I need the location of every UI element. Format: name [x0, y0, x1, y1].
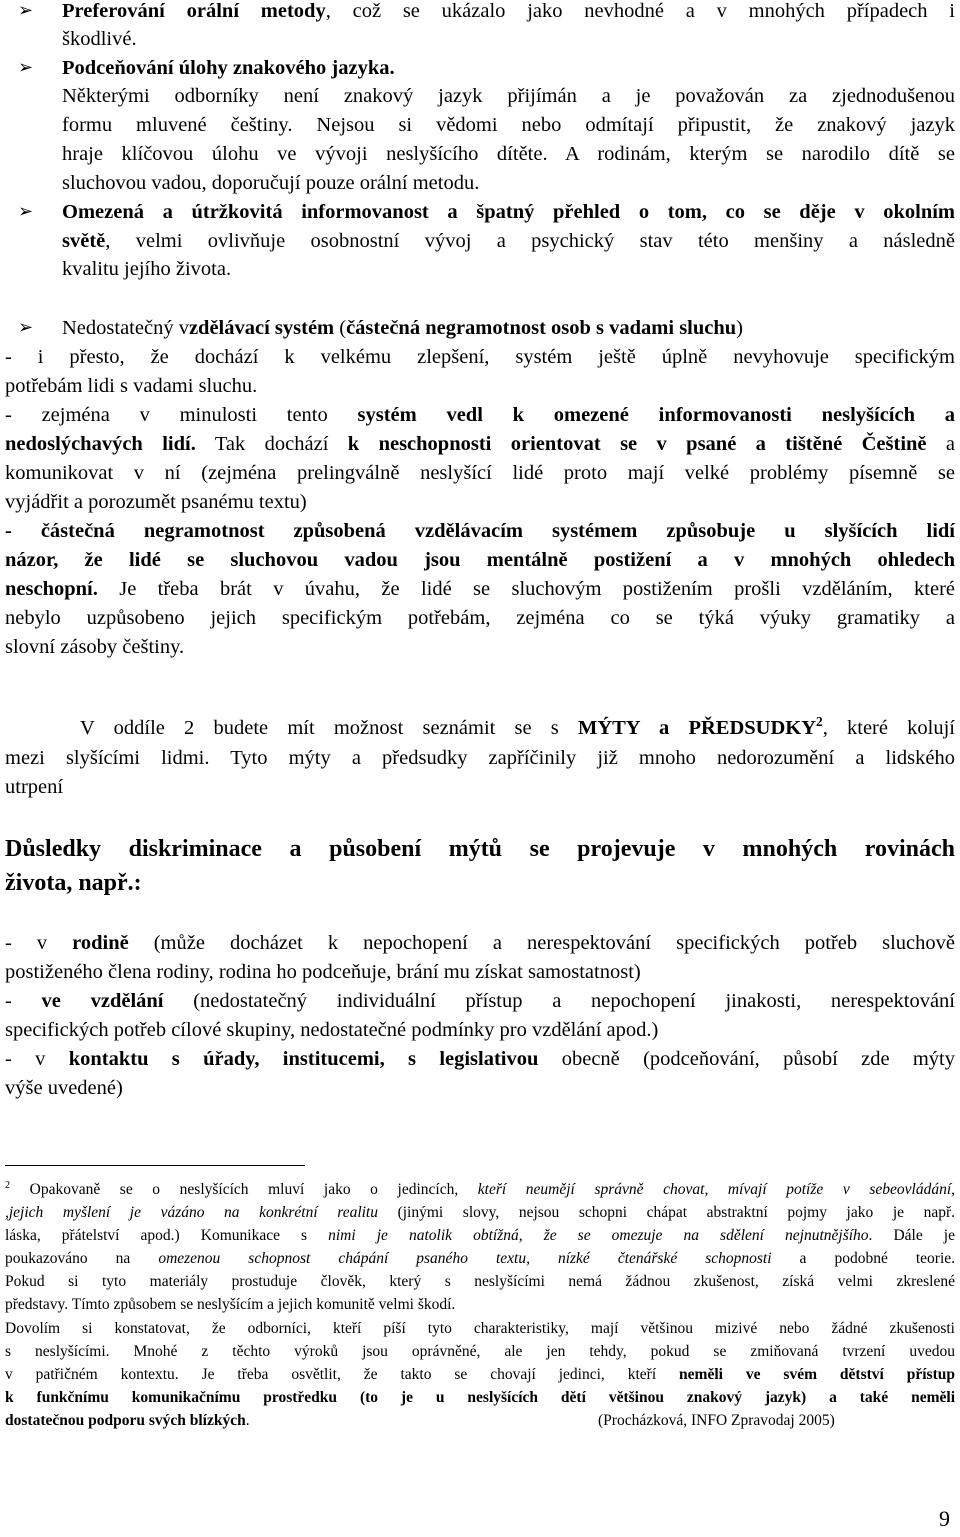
bullet-2-heading: Podceňování úlohy znakového jazyka. — [62, 57, 395, 79]
edu-line-3: - zejména v minulosti tento systém vedl k omezené informovanosti neslyšících a — [5, 404, 955, 426]
authorities-line-1: - v kontaktu s úřady, institucemi, s legislativou obecně (podceňování, působí zde mýty — [5, 1048, 956, 1070]
edu-line-6: vyjádřit a porozumět psanému textu) — [5, 491, 307, 513]
edu-line-9: neschopní. Je třeba brát v úvahu, že lidé se sluchovým postižením prošli vzděláním, které — [5, 578, 955, 600]
bullet-3-line-3: kvalitu jejího života. — [62, 258, 232, 280]
family-line-2: postiženého člena rodiny, rodina ho podceňuje, brání mu získat samostatnost) — [5, 961, 641, 983]
footnote-separator — [5, 1165, 305, 1166]
section-heading-line-1: Důsledky diskriminace a působení mýtů se projevuje v mnohých rovinách — [5, 836, 955, 862]
education-line-1: - ve vzdělání (nedostatečný individuální přístup a nepochopení jinakosti, nerespektování — [5, 990, 955, 1012]
footnote-citation: (Procházková, INFO Zpravodaj 2005) — [598, 1412, 835, 1429]
footnote-line-9: v patřičném kontextu. Je třeba osvětlit, že takto se chovají jedinci, kteří neměli ve svém dětství přístup — [5, 1366, 955, 1383]
footnote-line-3: láska, přátelství apod.) Komunikace s nimi je natolik obtížná, že se omezuje na sdělení nejnutnějšího. Dále je — [5, 1227, 955, 1244]
bullet-2-line-1: Některými odborníky není znakový jazyk přijímán a je považován za zjednodušenou — [62, 85, 955, 107]
edu-line-8: názor, že lidé se sluchovou vadou jsou mentálně postižení a v mnohých ohledech — [5, 549, 955, 571]
page-number: 9 — [939, 1506, 950, 1531]
bullet-1-line-2: škodlivé. — [62, 28, 137, 50]
education-line-2: specifických potřeb cílové skupiny, nedostatečné podmínky pro vzdělání apod.) — [5, 1019, 659, 1041]
footnote-line-1: $^2$ Opakovaně se o neslyšících mluví jako o jedincích, kteří neumějí správně chovat, mívají potíže v sebeovládání, — [5, 1179, 955, 1198]
section-heading-line-2: života, např.: — [5, 870, 142, 896]
edu-line-2: potřebám lidi s vadami sluchu. — [5, 375, 258, 397]
arrow-bullet-icon: ➢ — [18, 0, 34, 21]
bullet-3-line-1: Omezená a útržkovitá informovanost a špatný přehled o tom, co se děje v okolním — [62, 201, 955, 223]
footnote-line-7: Dovolím si konstatovat, že odborníci, kteří píší tyto charakteristiky, mají většinou mizivé nebo žádné zkušenosti — [5, 1320, 955, 1337]
arrow-bullet-icon: ➢ — [18, 57, 34, 78]
footnote-line-11: dostatečnou podporu svých blízkých. — [5, 1412, 250, 1429]
footnote-line-2: ,jejich myšlení je vázáno na konkrétní realitu (jinými slovy, nejsou schopni chápat abstraktní pojmy jako je např. — [5, 1204, 956, 1221]
edu-line-5: komunikovat v ní (zejména prelingválně neslyšící lidé proto mají velké problémy písemně se — [5, 462, 955, 484]
edu-line-4: nedoslýchavých lidí. Tak dochází k neschopnosti orientovat se v psané a tištěné Češtině a — [5, 433, 956, 455]
arrow-bullet-icon: ➢ — [18, 317, 34, 338]
footnote-line-10: k funkčnímu komunikačnímu prostředku (to je u neslyšících dětí většinou znakový jazyk) a také neměli — [5, 1389, 955, 1406]
bullet-1-line-1: Preferování orální metody, což se ukázalo jako nevhodné a v mnohých případech i — [62, 0, 955, 22]
footnote-line-6: představy. Tímto způsobem se neslyšícím a jejich komunitě velmi škodí. — [5, 1296, 456, 1313]
family-line-1: - v rodině (může docházet k nepochopení a nerespektování specifických potřeb sluchově — [5, 932, 955, 954]
edu-line-1: - i přesto, že dochází k velkému zlepšení, systém ještě úplně nevyhovuje specifickým — [5, 346, 955, 368]
bullet-3-line-2: světě, velmi ovlivňuje osobnostní vývoj a psychický stav této menšiny a následně — [62, 230, 955, 252]
edu-line-11: slovní zásoby češtiny. — [5, 636, 185, 658]
myths-line-3: utrpení — [5, 776, 64, 798]
edu-line-10: nebylo uzpůsobeno jejich specifickým potřebám, zejména co se týká výuky gramatiky a — [5, 607, 955, 629]
footnote-line-5: Pokud si tyto materiály prostuduje člověk, který s neslyšícími nemá žádnou zkušenost, získá velmi zkreslené — [5, 1273, 955, 1290]
myths-line-2: mezi slyšícími lidmi. Tyto mýty a předsudky zapříčinily již mnoho nedorozumění a lidského — [5, 747, 955, 769]
edu-line-7: - částečná negramotnost způsobená vzdělávacím systémem způsobuje u slyšících lidí — [5, 520, 955, 542]
myths-line-1: V oddíle 2 budete mít možnost seznámit se s MÝTY a PŘEDSUDKY$^2$, které kolují — [80, 714, 955, 739]
arrow-bullet-icon: ➢ — [18, 201, 34, 222]
footnote-line-4: poukazováno na omezenou schopnost chápání psaného textu, nízké čtenářské schopnosti a podobné teorie. — [5, 1250, 956, 1267]
bullet-2-line-2: formu mluvené češtiny. Nejsou si vědomi nebo odmítají připustit, že znakový jazyk — [62, 114, 955, 136]
bullet-4-line: Nedostatečný vzdělávací systém (částečná negramotnost osob s vadami sluchu) — [62, 317, 743, 339]
bullet-2-line-4: sluchovou vadou, doporučují pouze orální metodu. — [62, 172, 480, 194]
bullet-2-line-3: hraje klíčovou úlohu ve vývoji neslyšícího dítěte. A rodinám, kterým se narodilo dítě se — [62, 143, 955, 165]
footnote-line-8: s neslyšícími. Mnohé z těchto výroků jsou oprávněné, ale jen tehdy, pokud se zmiňovaná tvrzení uvedou — [5, 1343, 955, 1360]
authorities-line-2: výše uvedené) — [5, 1077, 123, 1099]
